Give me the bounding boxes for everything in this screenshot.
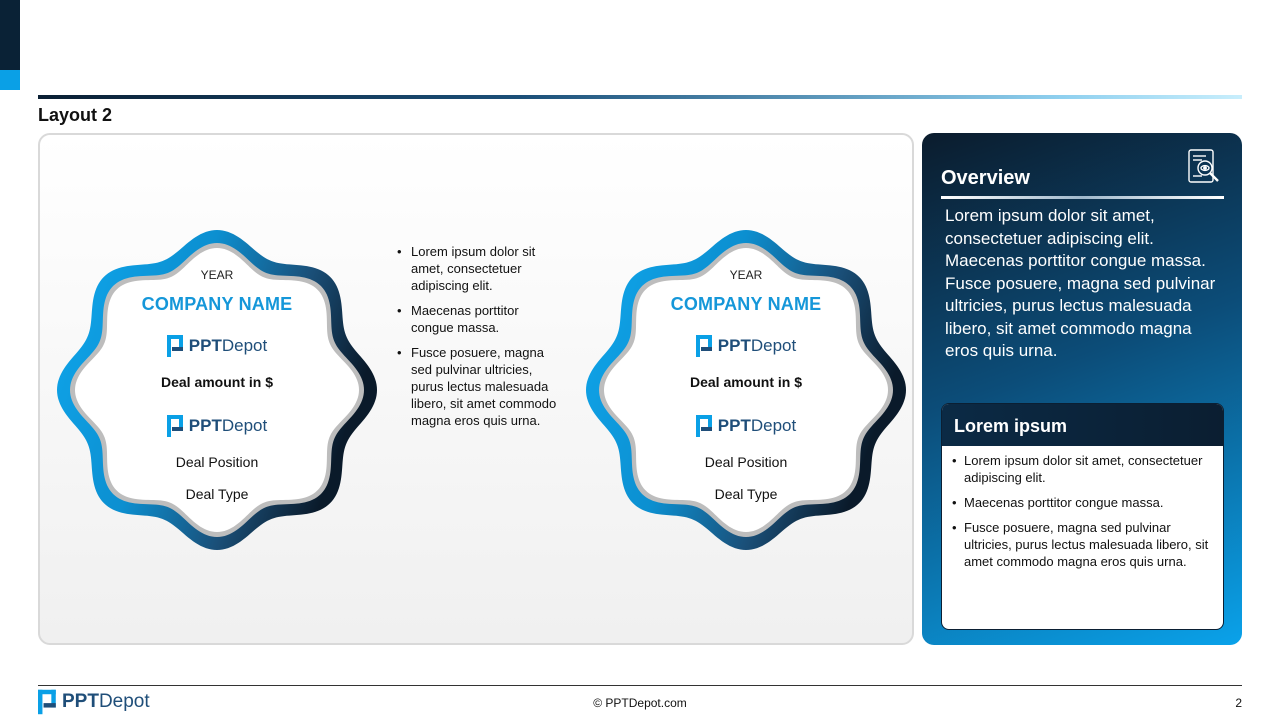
- copyright-text: © PPTDepot.com: [593, 696, 687, 710]
- lorem-ipsum-card: [941, 403, 1224, 630]
- list-item: • Fusce posuere, magna sed pulvinar ultricies, purus lectus malesuada libero, sit amet commodo magna eros quis urna.: [952, 519, 1213, 570]
- badge-company-name: COMPANY NAME: [141, 294, 293, 314]
- overview-panel: [922, 133, 1242, 645]
- card-title: Lorem ipsum: [942, 404, 1223, 446]
- card-bullet-list: [942, 446, 1223, 570]
- corner-accent-blue: [0, 70, 20, 90]
- overview-rule: [941, 196, 1224, 199]
- logo-text-light: Depot: [750, 336, 797, 355]
- pptdepot-logo: [167, 335, 267, 357]
- badge-year: YEAR: [729, 268, 763, 282]
- pptdepot-logo-icon: [696, 335, 714, 357]
- pptdepot-logo-icon: [167, 415, 185, 437]
- logo-text-bold: PPT: [717, 416, 751, 435]
- list-item: • Maecenas porttitor congue massa.: [952, 494, 1213, 511]
- slide-title: Layout 2: [38, 105, 113, 125]
- title-rule: [38, 95, 1242, 99]
- list-item: • Maecenas porttitor congue massa.: [397, 302, 557, 336]
- pptdepot-logo-icon: [167, 335, 185, 357]
- footer-rule: [38, 685, 1242, 686]
- badge-year: YEAR: [200, 268, 234, 282]
- logo-text-bold: PPT: [717, 336, 751, 355]
- logo-text-light: Depot: [221, 416, 268, 435]
- logo-text-bold: PPT: [62, 691, 99, 712]
- badge-logo-top: [52, 334, 382, 358]
- pptdepot-logo: [696, 415, 796, 437]
- badge-deal-amount: Deal amount in $: [689, 374, 803, 390]
- company-badge-2: [581, 230, 911, 550]
- badge-logo-top: [581, 334, 911, 358]
- document-search-icon: [1184, 147, 1224, 187]
- logo-text-light: Depot: [221, 336, 268, 355]
- logo-text-bold: PPT: [188, 416, 222, 435]
- corner-accent-dark: [0, 0, 20, 70]
- badge-deal-amount: Deal amount in $: [160, 374, 274, 390]
- badge-company-name: COMPANY NAME: [670, 294, 822, 314]
- page-number: 2: [1235, 696, 1242, 710]
- overview-text: Lorem ipsum dolor sit amet, consectetuer adipiscing elit. Maecenas porttitor congue massa. Fusce posuere, magna sed pulvinar ultricies, purus lectus malesuada libero, sit amet commodo magna eros quis urna.: [945, 206, 1216, 360]
- logo-text-light: Depot: [750, 416, 797, 435]
- list-item: • Lorem ipsum dolor sit amet, consectetuer adipiscing elit.: [397, 243, 557, 294]
- badge-logo-bottom: [581, 414, 911, 438]
- badge-logo-bottom: [52, 414, 382, 438]
- badge-deal-type: Deal Type: [185, 486, 249, 502]
- pptdepot-logo: [167, 415, 267, 437]
- badge-deal-position: Deal Position: [175, 454, 259, 470]
- badge-deal-position: Deal Position: [704, 454, 788, 470]
- badge-deal-type: Deal Type: [714, 486, 778, 502]
- pptdepot-logo-icon: [696, 415, 714, 437]
- overview-title: Overview: [941, 167, 1030, 189]
- list-item: • Lorem ipsum dolor sit amet, consectetuer adipiscing elit.: [952, 452, 1213, 486]
- middle-bullet-list: [397, 243, 557, 437]
- pptdepot-logo: [696, 335, 796, 357]
- list-item: • Fusce posuere, magna sed pulvinar ultricies, purus lectus malesuada libero, sit amet commodo magna eros quis urna.: [397, 344, 557, 429]
- company-badge-1: [52, 230, 382, 550]
- logo-text-bold: PPT: [188, 336, 222, 355]
- logo-text-light: Depot: [98, 691, 150, 712]
